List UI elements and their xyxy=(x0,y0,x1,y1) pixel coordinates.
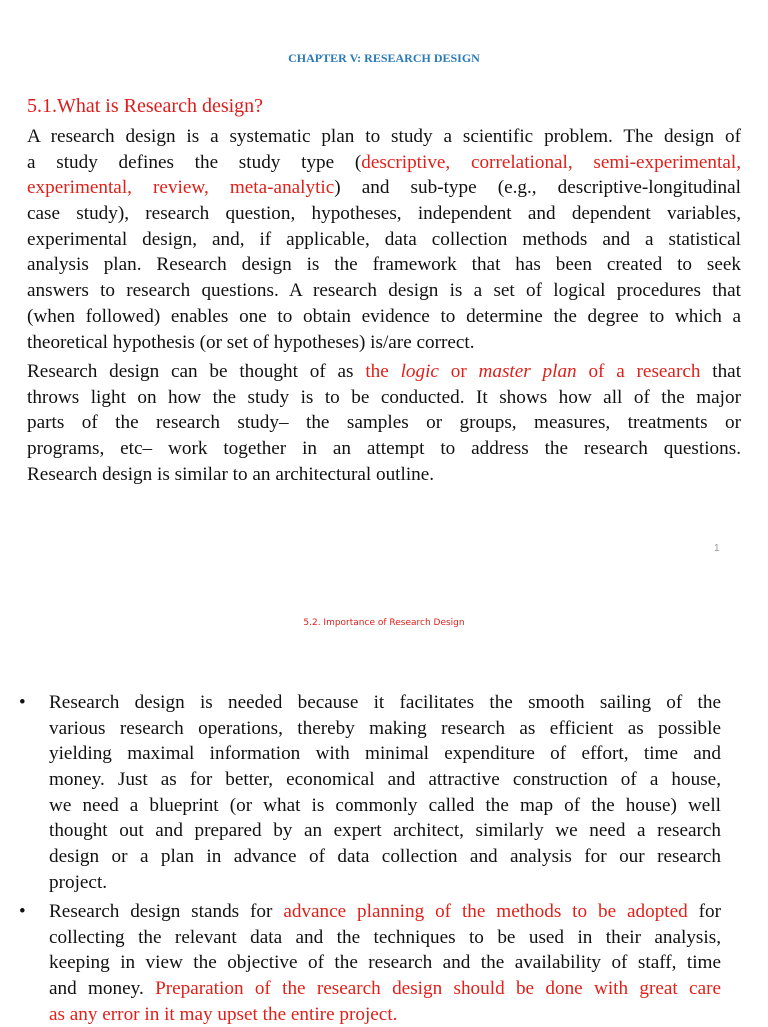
text-segment: a study defines the study type ( xyxy=(27,151,362,173)
paragraph xyxy=(27,359,741,487)
text-segment: yielding maximal information with minimal expenditure of effort, time and xyxy=(49,743,721,765)
bullet-icon: • xyxy=(19,901,26,922)
text-line xyxy=(49,844,721,870)
text-segment: (when followed) enables one to obtain evidence to determine the degree to which a xyxy=(27,305,741,327)
text-segment: throws light on how the study is to be conducted. It shows how all of the major xyxy=(27,386,741,408)
emphasized-text: or xyxy=(438,361,479,382)
text-line xyxy=(27,359,741,385)
bullet-item xyxy=(19,899,721,1027)
section-heading-5-2: 5.2. Importance of Research Design xyxy=(303,618,465,628)
text-line xyxy=(27,462,741,488)
section-heading-5-1: 5.1.What is Research design? xyxy=(27,95,264,117)
emphasized-text: logic xyxy=(400,361,439,382)
text-line xyxy=(27,227,741,253)
emphasized-text: experimental, review, meta-analytic xyxy=(27,177,335,199)
text-segment: we need a blueprint (or what is commonly called the map of the house) well xyxy=(49,794,721,816)
text-segment: Research design is needed because it facilitates the smooth sailing of the xyxy=(49,692,721,713)
emphasized-text: Preparation of the research design should be done with great care xyxy=(155,978,721,1000)
text-line xyxy=(49,870,721,896)
bullet-item xyxy=(19,690,721,896)
text-line xyxy=(49,1002,721,1027)
emphasized-text: master plan xyxy=(478,361,577,382)
emphasized-text: of a research xyxy=(576,361,701,382)
text-segment: and money. xyxy=(49,978,156,1000)
text-segment: parts of the research study– the samples or groups, measures, treatments or xyxy=(27,412,741,434)
text-line xyxy=(27,201,741,227)
text-segment: that xyxy=(700,361,742,382)
text-line xyxy=(27,304,741,330)
text-line xyxy=(27,278,741,304)
text-segment: collecting the relevant data and the techniques to be used in their analysis, xyxy=(49,926,721,948)
text-line xyxy=(49,950,721,976)
text-line xyxy=(49,690,721,716)
text-segment: theoretical hypothesis (or set of hypotheses) is/are correct. xyxy=(27,331,475,353)
text-segment: for xyxy=(687,901,721,922)
emphasized-text: the xyxy=(365,361,401,382)
paragraph xyxy=(27,124,741,355)
text-line xyxy=(49,767,721,793)
text-segment: project. xyxy=(49,871,108,893)
text-line xyxy=(27,252,741,278)
text-segment: answers to research questions. A research design is a set of logical procedures that xyxy=(27,280,741,302)
text-segment: thought out and prepared by an expert architect, similarly we need a research xyxy=(49,820,721,842)
emphasized-text: advance planning of the methods to be adopted xyxy=(283,901,688,922)
text-segment: Research design can be thought of as xyxy=(27,361,366,382)
text-line xyxy=(27,436,741,462)
text-line xyxy=(49,925,721,951)
text-line xyxy=(49,716,721,742)
chapter-title: CHAPTER V: RESEARCH DESIGN xyxy=(288,51,480,65)
text-segment: A research design is a systematic plan to study a scientific problem. The design of xyxy=(27,126,741,147)
text-segment: various research operations, thereby making research as efficient as possible xyxy=(49,717,721,739)
text-line xyxy=(27,175,741,201)
text-segment: programs, etc– work together in an attempt to address the research questions. xyxy=(27,438,741,460)
text-segment: keeping in view the objective of the research and the availability of staff, time xyxy=(49,952,721,974)
text-line xyxy=(27,150,741,176)
bullet-icon: • xyxy=(19,692,26,713)
text-segment: Research design stands for xyxy=(49,901,284,922)
emphasized-text: descriptive, correlational, semi-experimental, xyxy=(361,151,741,173)
text-line xyxy=(27,124,741,150)
text-segment: experimental design, and, if applicable, data collection methods and a statistical xyxy=(27,228,741,250)
text-line xyxy=(27,330,741,356)
text-segment: analysis plan. Research design is the framework that has been created to seek xyxy=(27,254,741,276)
text-line xyxy=(49,793,721,819)
text-segment: case study), research question, hypotheses, independent and dependent variables, xyxy=(27,203,741,225)
text-segment: money. Just as for better, economical and attractive construction of a house, xyxy=(49,769,721,791)
text-line xyxy=(49,976,721,1002)
text-line xyxy=(49,818,721,844)
page-number: 1 xyxy=(714,543,720,554)
emphasized-text: as any error in it may upset the entire project. xyxy=(49,1003,398,1025)
text-line xyxy=(49,899,721,925)
text-line xyxy=(49,741,721,767)
text-line xyxy=(27,410,741,436)
text-segment: design or a plan in advance of data collection and analysis for our research xyxy=(49,846,721,868)
text-segment: ) and sub-type (e.g., descriptive-longitudinal xyxy=(334,177,741,199)
text-segment: Research design is similar to an architectural outline. xyxy=(27,463,435,485)
text-line xyxy=(27,385,741,411)
